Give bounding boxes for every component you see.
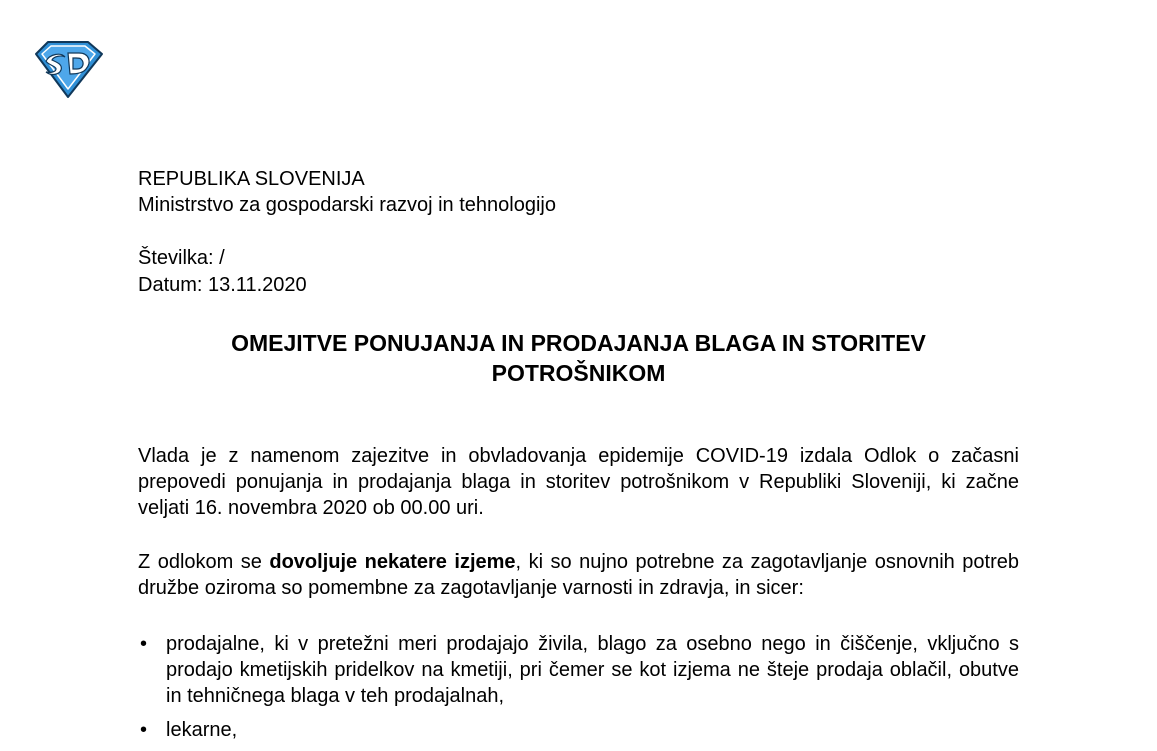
list-item: • prodajalne, ki v pretežni meri prodajajo živila, blago za osebno nego in čiščenje, vključno s prodajo kmetijskih pridelkov na kmetiji, pri čemer se kot izjema ne šteje prodaja oblačil, obutve in tehničnega blaga v teh prodajalnah, bbox=[138, 631, 1019, 709]
paragraph-exceptions-start: Z odlokom se bbox=[138, 551, 270, 573]
number-value: / bbox=[219, 247, 225, 269]
list-item: • lekarne, bbox=[138, 717, 1019, 743]
paragraph-exceptions-end: , ki so nujno potrebne za zagotavljanje osnovnih potreb družbe oziroma so pomembne za zagotavljanje varnosti in zdravja, in sicer: bbox=[138, 551, 1019, 599]
number-label: Številka: bbox=[138, 247, 214, 269]
paragraph-intro: Vlada je z namenom zajezitve in obvladovanja epidemije COVID-19 izdala Odlok o začasni prepovedi ponujanja in prodajanja blaga in storitev potrošnikom v Republiki Sloveniji, ki začne veljati 16. novembra 2020 ob 00.00 uri. bbox=[138, 445, 1019, 519]
date-label: Datum: bbox=[138, 274, 203, 296]
document-number bbox=[138, 245, 307, 272]
date-value: 13.11.2020 bbox=[208, 274, 307, 296]
country-name: REPUBLIKA SLOVENIJA bbox=[138, 168, 365, 190]
paragraph-exceptions bbox=[138, 549, 1019, 601]
exceptions-list bbox=[138, 631, 1019, 751]
document-header bbox=[138, 166, 556, 218]
document-title bbox=[138, 328, 1019, 388]
title-line-1: OMEJITVE PONUJANJA IN PRODAJANJA BLAGA IN STORITEV bbox=[231, 330, 926, 356]
document-meta bbox=[138, 245, 307, 299]
ministry-name: Ministrstvo za gospodarski razvoj in tehnologijo bbox=[138, 194, 556, 216]
logo-emblem-icon bbox=[32, 40, 104, 100]
paragraph-exceptions-bold: dovoljuje nekatere izjeme bbox=[269, 551, 516, 573]
title-line-2: POTROŠNIKOM bbox=[491, 360, 666, 386]
document-date bbox=[138, 272, 307, 299]
